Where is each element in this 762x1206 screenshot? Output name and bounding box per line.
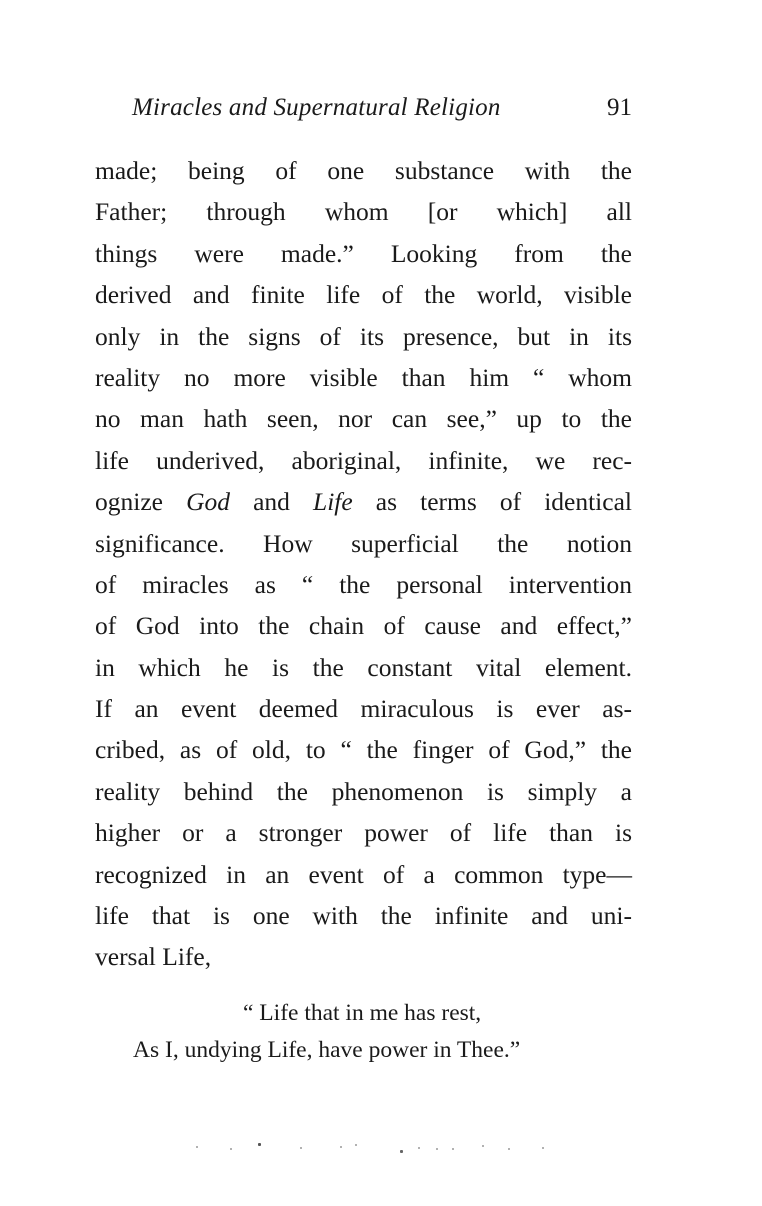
- speck: [400, 1150, 403, 1153]
- text-fragment: ognize: [95, 487, 187, 517]
- speck: [482, 1145, 484, 1147]
- speck: [508, 1148, 510, 1150]
- running-title: Miracles and Supernatural Religion: [132, 94, 501, 121]
- speck: [300, 1147, 302, 1149]
- speck: [542, 1147, 544, 1149]
- text-fragment: and: [230, 487, 314, 517]
- verse-line: As I, undying Life, have power in Thee.”: [133, 1037, 521, 1063]
- text-line: If an event deemed miraculous is ever as-: [95, 694, 632, 724]
- text-line: [95, 481, 632, 522]
- text-line: cribed, as of old, to “ the finger of God,” the: [95, 735, 632, 765]
- speck: [452, 1148, 454, 1150]
- speck: [196, 1146, 198, 1148]
- text-line: in which he is the constant vital element.: [95, 652, 632, 682]
- text-line: reality no more visible than him “ whom: [95, 362, 632, 392]
- text-line: derived and finite life of the world, visible: [95, 280, 632, 310]
- speck: [230, 1148, 232, 1150]
- text-line: Father; through whom [or which] all: [95, 197, 632, 227]
- text-line: reality behind the phenomenon is simply a: [95, 776, 632, 806]
- text-line: recognized in an event of a common type—: [95, 859, 632, 889]
- text-fragment: as terms of identical: [352, 487, 632, 517]
- text-line: of miracles as “ the personal intervention: [95, 569, 632, 599]
- text-line: significance. How superficial the notion: [95, 528, 632, 558]
- speck: [258, 1143, 261, 1146]
- text-line: no man hath seen, nor can see,” up to the: [95, 404, 632, 434]
- text-line: made; being of one substance with the: [95, 156, 632, 185]
- page-number: 91: [607, 94, 632, 121]
- text-line: of God into the chain of cause and effect,”: [95, 611, 632, 641]
- speck: [436, 1148, 438, 1150]
- page-header: [132, 88, 632, 128]
- italic-word: God: [186, 487, 230, 517]
- verse-line: “ Life that in me has rest,: [243, 1000, 482, 1026]
- text-line: things were made.” Looking from the: [95, 238, 632, 268]
- text-line: life that is one with the infinite and uni-: [95, 901, 632, 931]
- speck: [340, 1146, 342, 1148]
- text-line: versal Life,: [95, 942, 212, 972]
- text-line: only in the signs of its presence, but in its: [95, 321, 632, 351]
- text-line: life underived, aboriginal, infinite, we rec-: [95, 445, 632, 475]
- scan-specks: [190, 1136, 550, 1156]
- italic-word: Life: [313, 487, 353, 517]
- body-text: [95, 150, 632, 978]
- text-line: higher or a stronger power of life than is: [95, 818, 632, 848]
- speck: [418, 1147, 420, 1149]
- speck: [355, 1144, 357, 1146]
